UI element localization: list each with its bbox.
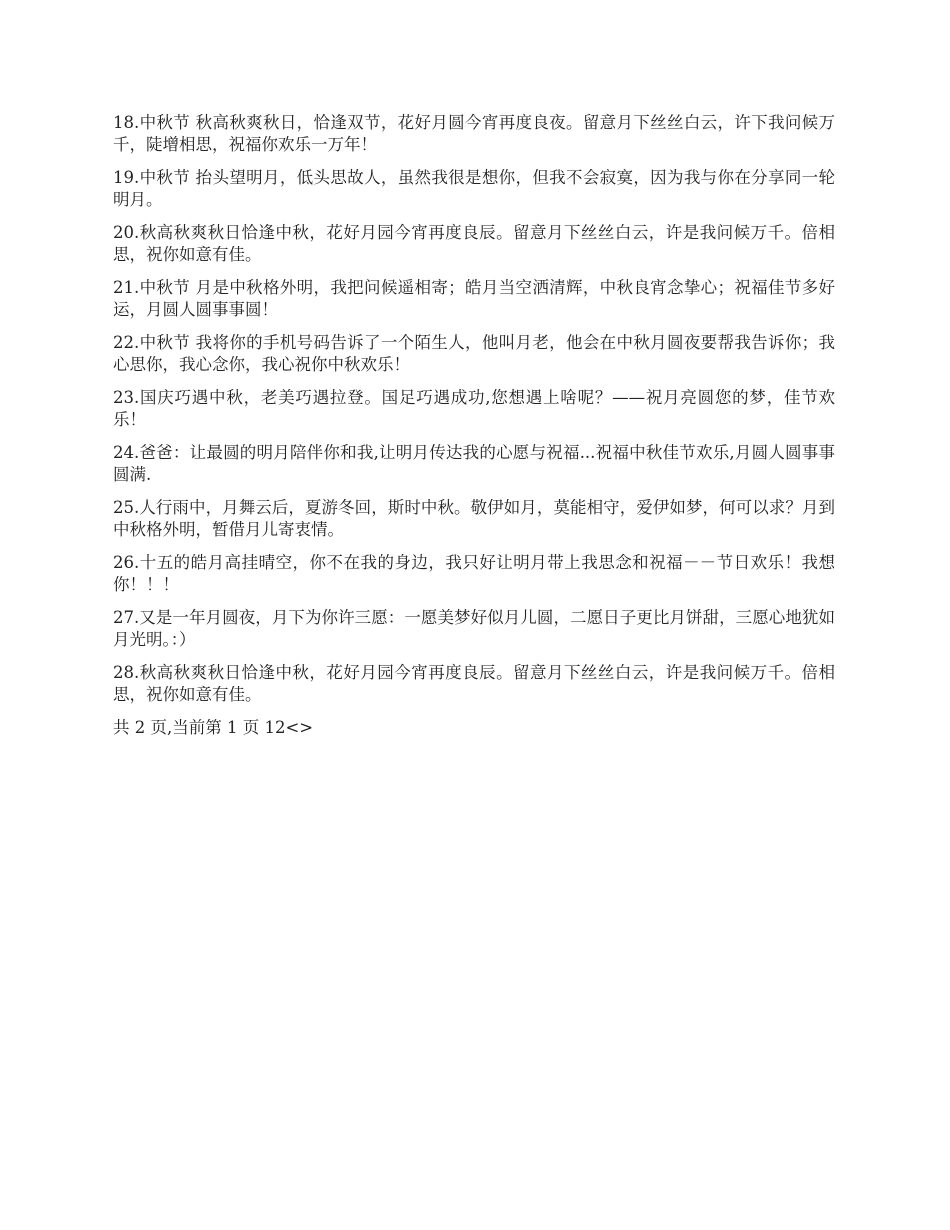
document-body <box>113 112 835 739</box>
paragraph-22: 22.中秋节 我将你的手机号码告诉了一个陌生人，他叫月老，他会在中秋月圆夜要帮我告诉你；我心思你，我心念你，我心祝你中秋欢乐！ <box>113 333 835 374</box>
paragraph-23: 23.国庆巧遇中秋，老美巧遇拉登。国足巧遇成功,您想遇上啥呢？——祝月亮圆您的梦，佳节欢乐！ <box>113 388 835 429</box>
paragraph-24: 24.爸爸：让最圆的明月陪伴你和我,让明月传达我的心愿与祝福...祝福中秋佳节欢乐,月圆人圆事事圆满. <box>113 443 835 484</box>
pagination-text: 共 2 页,当前第 1 页 12<> <box>113 718 314 737</box>
paragraph-21: 21.中秋节 月是中秋格外明，我把问候遥相寄；皓月当空洒清辉，中秋良宵念挚心；祝福佳节多好运，月圆人圆事事圆！ <box>113 278 835 319</box>
paragraph-20: 20.秋高秋爽秋日恰逢中秋，花好月园今宵再度良辰。留意月下丝丝白云，许是我问候万千。倍相思，祝你如意有佳。 <box>113 223 835 264</box>
paragraph-27: 27.又是一年月圆夜，月下为你许三愿：一愿美梦好似月儿圆，二愿日子更比月饼甜，三愿心地犹如月光明。：） <box>113 608 835 649</box>
paragraph-19: 19.中秋节 抬头望明月，低头思故人，虽然我很是想你，但我不会寂寞，因为我与你在分享同一轮明月。 <box>113 168 835 209</box>
paragraph-28: 28.秋高秋爽秋日恰逢中秋，花好月园今宵再度良辰。留意月下丝丝白云，许是我问候万千。倍相思，祝你如意有佳。 <box>113 663 835 704</box>
paragraph-26: 26.十五的皓月高挂晴空，你不在我的身边，我只好让明月带上我思念和祝福－－节日欢乐！我想你！！！ <box>113 553 835 594</box>
paragraph-25: 25.人行雨中，月舞云后，夏游冬回，斯时中秋。敬伊如月，莫能相守，爱伊如梦，何可以求？月到中秋格外明，暂借月儿寄衷情。 <box>113 498 835 539</box>
paragraph-18: 18.中秋节 秋高秋爽秋日，恰逢双节，花好月圆今宵再度良夜。留意月下丝丝白云，许下我问候万千，陡增相思，祝福你欢乐一万年！ <box>113 113 835 154</box>
